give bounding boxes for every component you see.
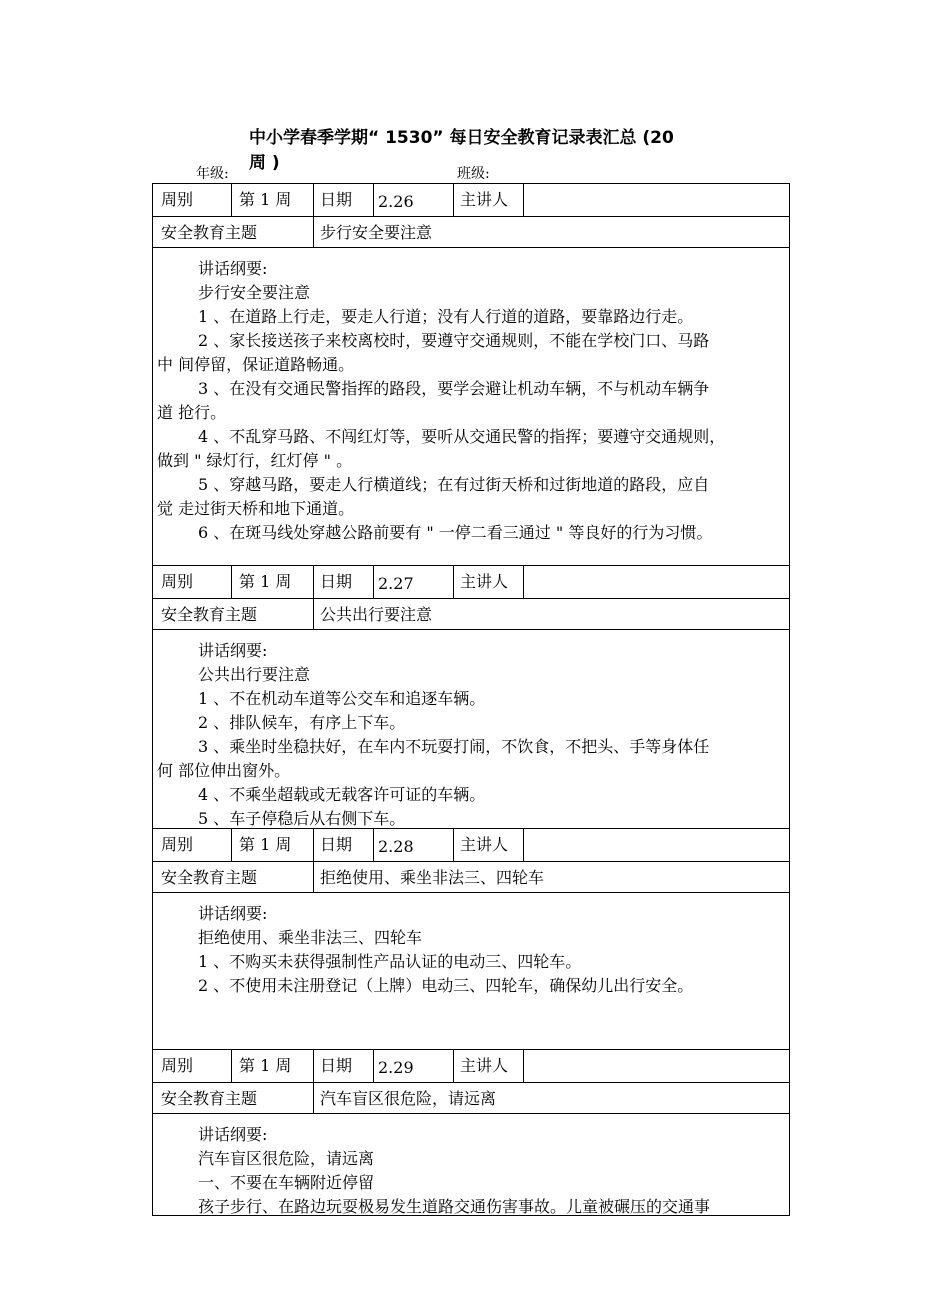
cell-divider: [453, 184, 454, 216]
outline-line: 汽车盲区很危险，请远离: [198, 1149, 375, 1168]
cell-divider: [313, 1083, 314, 1113]
week-header-row: [152, 828, 790, 861]
cell-divider: [373, 829, 374, 861]
week-label: 周别: [161, 572, 194, 591]
outline-line: 4 、不乱穿马路、不闯红灯等，要听从交通民警的指挥；要遵守交通规则，: [198, 427, 726, 446]
speaker-label: 主讲人: [460, 572, 509, 591]
speaker-value: [523, 1050, 791, 1082]
outline-line: 中 间停留，保证道路畅通。: [157, 355, 355, 374]
outline-content: [153, 1114, 789, 1216]
outline-line: 2 、不使用未注册登记（上牌）电动三、四轮车，确保幼儿出行安全。: [198, 976, 694, 995]
date-value: 2.26: [378, 192, 414, 211]
cell-divider: [313, 566, 314, 598]
speaker-label: 主讲人: [460, 190, 509, 209]
outline-line: 3 、在没有交通民警指挥的路段，要学会避让机动车辆，不与机动车辆争: [198, 379, 710, 398]
week-label: 周别: [161, 190, 194, 209]
speaker-value: [523, 566, 791, 598]
outline-row: [152, 247, 790, 565]
cell-divider: [313, 1050, 314, 1082]
date-value: 2.28: [378, 837, 414, 856]
cell-divider: [453, 829, 454, 861]
cell-divider: [313, 599, 314, 629]
topic-row: [152, 598, 790, 629]
document-title: [249, 126, 749, 176]
outline-line: 步行安全要注意: [198, 283, 311, 302]
week-value: 第 1 周: [239, 1056, 292, 1075]
cell-divider: [373, 184, 374, 216]
outline-content: [153, 893, 789, 1049]
cell-divider: [231, 829, 232, 861]
outline-line: 一、不要在车辆附近停留: [198, 1173, 375, 1192]
topic-label: 安全教育主题: [161, 1089, 258, 1108]
week-header-row: [152, 183, 790, 216]
class-label: 班级:: [457, 166, 490, 182]
outline-line: 做到 " 绿灯行，红灯停 " 。: [157, 451, 353, 470]
cell-divider: [373, 1050, 374, 1082]
outline-line: 1 、不在机动车道等公交车和追逐车辆。: [198, 689, 486, 708]
title-line-2: 周 ): [249, 153, 280, 173]
outline-row: [152, 892, 790, 1049]
cell-divider: [313, 862, 314, 892]
topic-label: 安全教育主题: [161, 605, 258, 624]
cell-divider: [231, 1050, 232, 1082]
grade-label: 年级:: [196, 166, 229, 182]
outline-line: 道 抢行。: [157, 403, 227, 422]
topic-value: 公共出行要注意: [320, 605, 433, 624]
outline-heading: 讲话纲要:: [198, 1125, 268, 1144]
week-label: 周别: [161, 1056, 194, 1075]
date-label: 日期: [320, 572, 353, 591]
outline-heading: 讲话纲要:: [198, 259, 268, 278]
week-header-row: [152, 565, 790, 598]
topic-row: [152, 861, 790, 892]
outline-line: 拒绝使用、乘坐非法三、四轮车: [198, 928, 423, 947]
cell-divider: [523, 1050, 524, 1082]
speaker-label: 主讲人: [460, 835, 509, 854]
outline-row: [152, 629, 790, 828]
date-value: 2.27: [378, 574, 414, 593]
outline-line: 4 、不乘坐超载或无载客许可证的车辆。: [198, 785, 486, 804]
cell-divider: [313, 829, 314, 861]
outline-line: 1 、在道路上行走，要走人行道；没有人行道的道路，要靠路边行走。: [198, 307, 694, 326]
topic-label: 安全教育主题: [161, 223, 258, 242]
outline-line: 6 、在斑马线处穿越公路前要有 " 一停二看三通过 " 等良好的行为习惯。: [198, 523, 713, 542]
speaker-value: [523, 829, 791, 861]
topic-row: [152, 1082, 790, 1113]
title-line-1: 中小学春季学期“ 1530” 每日安全教育记录表汇总 (20: [249, 128, 674, 148]
cell-divider: [523, 566, 524, 598]
outline-heading: 讲话纲要:: [198, 641, 268, 660]
cell-divider: [231, 184, 232, 216]
date-value: 2.29: [378, 1058, 414, 1077]
outline-heading: 讲话纲要:: [198, 904, 268, 923]
topic-value: 拒绝使用、乘坐非法三、四轮车: [320, 868, 545, 887]
cell-divider: [523, 184, 524, 216]
topic-row: [152, 216, 790, 247]
cell-divider: [313, 217, 314, 247]
week-label: 周别: [161, 835, 194, 854]
cell-divider: [313, 184, 314, 216]
week-value: 第 1 周: [239, 835, 292, 854]
outline-line: 5 、穿越马路，要走人行横道线；在有过街天桥和过街地道的路段，应自: [198, 475, 710, 494]
speaker-value: [523, 184, 791, 216]
outline-line: 5 、车子停稳后从右侧下车。: [198, 809, 406, 828]
cell-divider: [453, 1050, 454, 1082]
cell-divider: [523, 829, 524, 861]
date-label: 日期: [320, 835, 353, 854]
date-label: 日期: [320, 1056, 353, 1075]
week-header-row: [152, 1049, 790, 1082]
outline-line: 2 、家长接送孩子来校离校时，要遵守交通规则，不能在学校门口、马路: [198, 331, 710, 350]
outline-line: 2 、排队候车，有序上下车。: [198, 713, 406, 732]
outline-line: 公共出行要注意: [198, 665, 311, 684]
cell-divider: [231, 566, 232, 598]
date-label: 日期: [320, 190, 353, 209]
cell-divider: [453, 566, 454, 598]
outline-line: 何 部位伸出窗外。: [157, 761, 291, 780]
topic-value: 步行安全要注意: [320, 223, 433, 242]
outline-content: [153, 630, 789, 828]
outline-line: 孩子步行、在路边玩耍极易发生道路交通伤害事故。儿童被碾压的交通事: [198, 1197, 711, 1216]
speaker-label: 主讲人: [460, 1056, 509, 1075]
outline-row: [152, 1113, 790, 1216]
outline-line: 3 、乘坐时坐稳扶好，在车内不玩耍打闹，不饮食，不把头、手等身体任: [198, 737, 710, 756]
outline-content: [153, 248, 789, 565]
topic-value: 汽车盲区很危险，请远离: [320, 1089, 497, 1108]
week-value: 第 1 周: [239, 572, 292, 591]
outline-line: 觉 走过街天桥和地下通道。: [157, 499, 355, 518]
safety-record-table: [152, 183, 790, 1216]
outline-line: 1 、不购买未获得强制性产品认证的电动三、四轮车。: [198, 952, 582, 971]
week-value: 第 1 周: [239, 190, 292, 209]
topic-label: 安全教育主题: [161, 868, 258, 887]
cell-divider: [373, 566, 374, 598]
